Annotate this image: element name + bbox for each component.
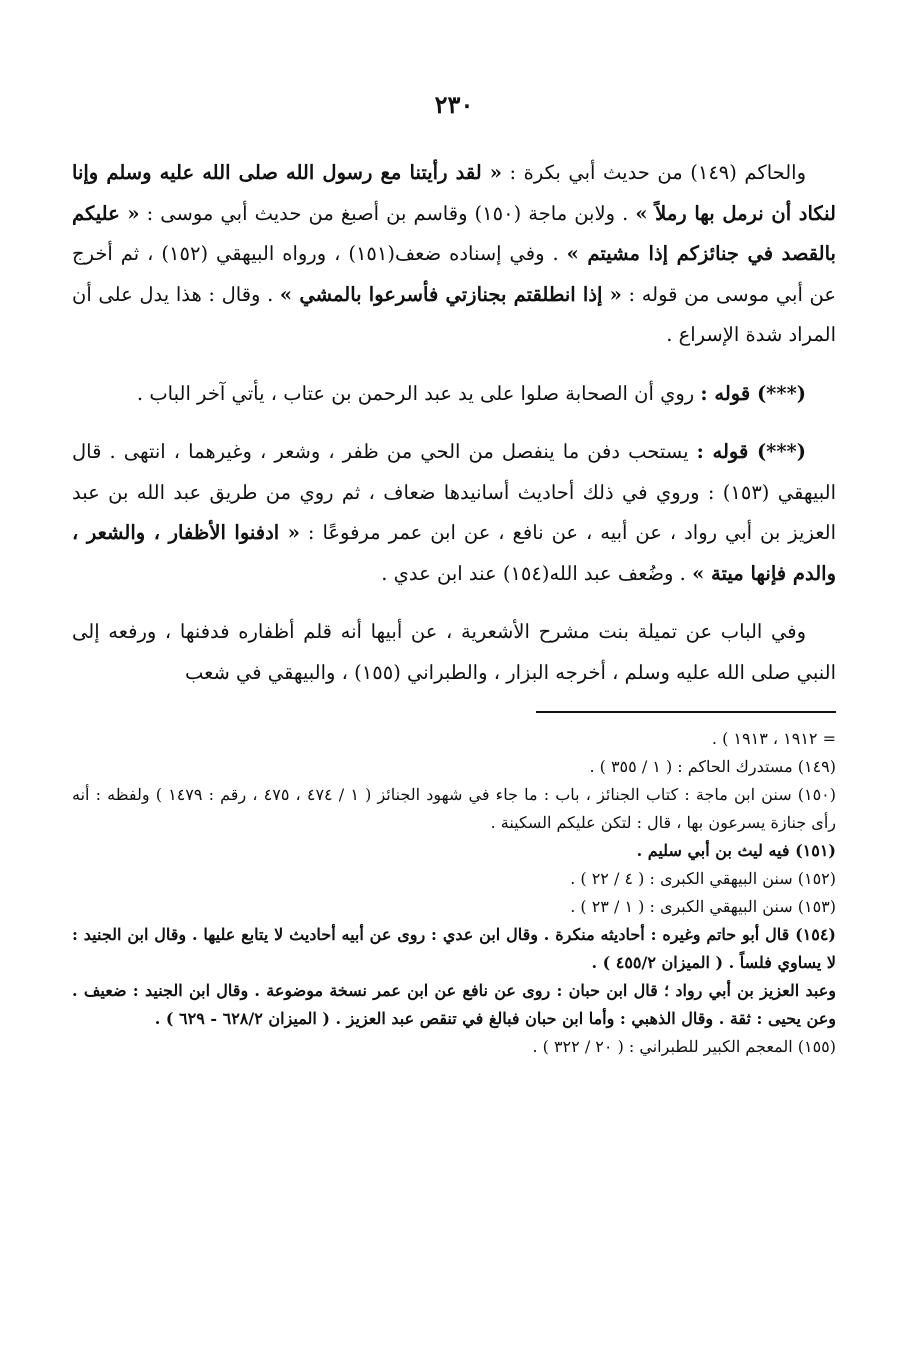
page-number: ٢٣٠ <box>434 90 474 119</box>
text-segment: وفي الباب عن تميلة بنت مشرح الأشعرية ، عن أبيها أنه قلم أظفاره فدفنها ، ورفعه إلى النبي صلى الله عليه وسلم ، أخرجه البزار ، والطبراني <box>72 620 836 684</box>
footnote-text: (١٤٩) مستدرك الحاكم : ( ١ / ٣٥٥ ) . <box>589 757 836 776</box>
bold-text-segment: (***) قوله : <box>696 440 806 463</box>
footnote-text: وعبد العزيز بن أبي رواد ؛ قال ابن حبان : روى عن نافع عن ابن عمر نسخة موضوعة . وقال ابن الجنيد : ضعيف . وعن يحيى : ثقة . وقال الذهبي : وأما ابن حبان فبالغ في تنقص عبد العزيز . ( الميزان ٦٢٨/٢ - ٦٢٩ ) . <box>72 981 836 1028</box>
text-segment: ، ثم أخرج عن أبي موسى من قوله : <box>72 242 837 306</box>
footnote <box>72 977 836 1033</box>
text-segment: . ولابن ماجة <box>521 201 636 225</box>
text-segment: (١٤٩) <box>690 161 737 184</box>
text-segment: (١٥٠) <box>474 201 522 225</box>
text-segment: ، والبيهقي في شعب <box>184 660 355 684</box>
paragraph <box>72 374 836 415</box>
footnote-text: (١٥٣) سنن البيهقي الكبرى : ( ١ / ٢٣ ) . <box>570 897 836 916</box>
text-segment: (١٥١) <box>348 242 395 265</box>
text-segment: والحاكم <box>736 161 806 184</box>
text-segment: من حديث أبي بكرة : <box>501 161 691 184</box>
text-segment: . وقال : هذا يدل على أن المراد شدة الإسراع . <box>72 282 836 346</box>
text-segment: روي أن الصحابة صلوا على يد عبد الرحمن بن عتاب ، يأتي آخر الباب . <box>136 381 701 405</box>
footnote-text: (١٥٤) قال أبو حاتم وغيره : أحاديثه منكرة . وقال ابن عدي : روى عن أبيه أحاديث لا يتابع عليها . وقال ابن الجنيد : لا يساوي فلساً . ( الميزان ٤٥٥/٢ ) . <box>72 925 836 972</box>
text-segment: وقاسم بن أصبغ من حديث أبي موسى : <box>139 201 475 225</box>
bold-text-segment: « لقد رأيتنا مع رسول الله صلى الله عليه وسلم وإنا لنكاد أن نرمل بها رملاً » <box>72 161 836 225</box>
footnotes <box>72 725 836 1061</box>
paragraph <box>72 153 836 356</box>
footnote-text: (١٥٢) سنن البيهقي الكبرى : ( ٤ / ٢٢ ) . <box>570 869 836 888</box>
footnote <box>72 753 836 781</box>
text-segment: (١٥٣) <box>722 480 770 504</box>
footnote-text: (١٥٠) سنن ابن ماجة : كتاب الجنائز ، باب : ما جاء في شهود الجنائز ( ١ / ٤٧٤ ، ٤٧٥ ، رقم : ١٤٧٩ ) ولفظه : أنه رأى جنازة يسرعون بها ، قال : لتكن عليكم السكينة . <box>72 785 837 832</box>
footnote <box>72 1033 836 1061</box>
text-segment: : وروي في ذلك أحاديث أسانيدها ضعاف ، ثم روي من طريق عبد الله بن عبد العزيز بن أبي رواد ، عن أبيه ، عن نافع ، عن ابن عمر مرفوعًا : <box>72 480 836 544</box>
document-page <box>72 90 836 1061</box>
text-segment: يستحب دفن ما ينفصل من الحي من ظفر ، وشعر ، وغيرهما ، انتهى . قال البيهقي <box>72 440 836 504</box>
text-segment: ، ورواه البيهقي <box>208 242 349 265</box>
footnote <box>72 837 836 865</box>
footnote <box>72 921 836 977</box>
paragraph <box>72 612 836 693</box>
text-segment: (١٥٢) <box>161 242 209 265</box>
bold-text-segment: « إذا انطلقتم بجنازتي فأسرعوا بالمشي » <box>279 282 622 306</box>
body-text <box>72 153 836 693</box>
footnote-text: (١٥١) فيه ليث بن أبي سليم . <box>636 841 836 860</box>
footnote <box>72 725 836 753</box>
text-segment: . وضُعف عبد الله <box>549 561 693 585</box>
footnote <box>72 865 836 893</box>
text-segment: (١٥٤) <box>502 561 550 585</box>
bold-text-segment: « ادفنوا الأظفار ، والشعر ، والدم فإنها ميتة » <box>72 521 836 585</box>
footnote <box>72 893 836 921</box>
text-segment: (١٥٥) <box>354 660 401 684</box>
footnote-text: (١٥٥) المعجم الكبير للطبراني : ( ٢٠ / ٣٢٢ ) . <box>532 1037 836 1056</box>
bold-text-segment: « عليكم بالقصد في جنائزكم إذا مشيتم » <box>72 201 836 265</box>
footnote-text: = ١٩١٢ ، ١٩١٣ ) . <box>711 729 836 748</box>
paragraph <box>72 432 836 594</box>
bold-text-segment: (***) قوله : <box>700 381 806 405</box>
text-segment: عند ابن عدي . <box>381 561 503 585</box>
text-segment: . وفي إسناده ضعف <box>394 242 567 265</box>
footnote-divider <box>536 711 836 713</box>
footnote <box>72 781 836 837</box>
